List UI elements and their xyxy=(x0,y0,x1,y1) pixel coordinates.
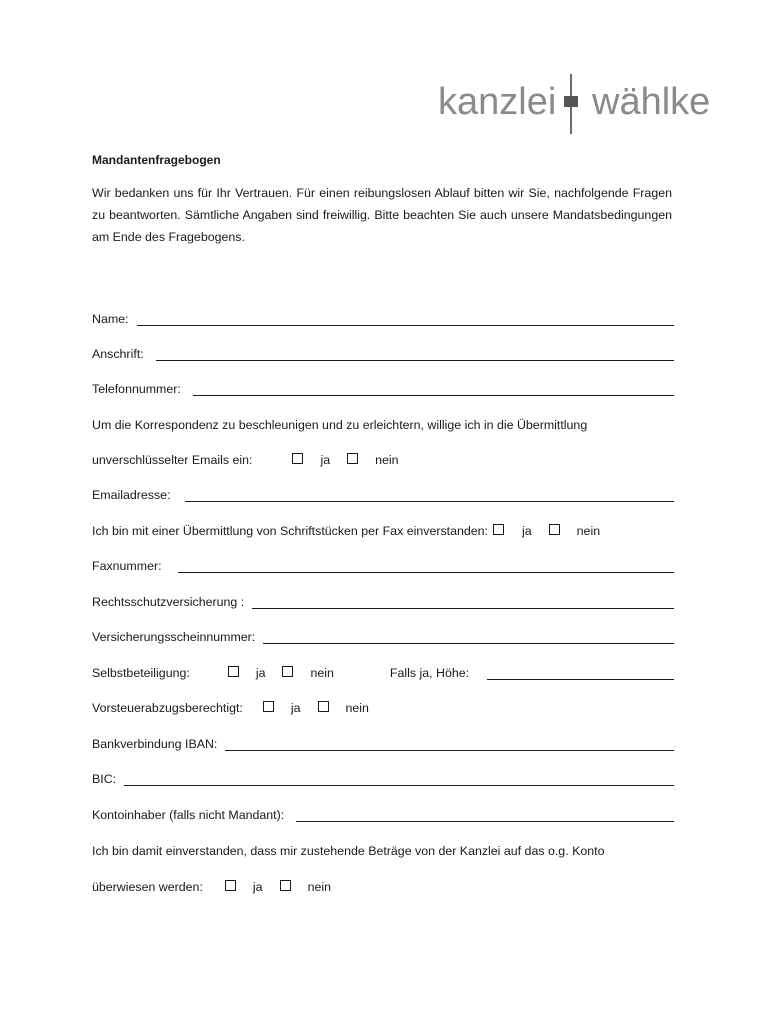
logo-text-right: wählke xyxy=(592,81,711,123)
email-consent-no-label: nein xyxy=(375,453,399,467)
deductible-row xyxy=(92,660,674,680)
fax-consent-label: Ich bin mit einer Übermittlung von Schriftstücken per Fax einverstanden: xyxy=(92,524,488,538)
transfer-consent-no-checkbox[interactable] xyxy=(280,880,291,891)
input-tax-label: Vorsteuerabzugsberechtigt: xyxy=(92,701,243,715)
policy-number-label: Versicherungsscheinnummer: xyxy=(92,630,256,644)
policy-number-field[interactable] xyxy=(263,629,674,644)
deductible-no-checkbox[interactable] xyxy=(282,666,293,677)
fax-consent-no-label: nein xyxy=(576,524,601,538)
email-consent-line1 xyxy=(92,412,674,432)
fax-number-label: Faxnummer: xyxy=(92,559,162,573)
email-label: Emailadresse: xyxy=(92,488,171,502)
input-tax-yes-label: ja xyxy=(290,701,301,715)
name-row xyxy=(92,306,674,326)
deductible-yes-label: ja xyxy=(255,666,266,680)
fax-consent-no-checkbox[interactable] xyxy=(549,524,560,535)
policy-number-row xyxy=(92,624,674,644)
bic-label: BIC: xyxy=(92,772,117,786)
address-label: Anschrift: xyxy=(92,347,144,361)
phone-row xyxy=(92,376,674,396)
transfer-consent-line1 xyxy=(92,838,674,858)
fax-consent-yes-checkbox[interactable] xyxy=(493,524,504,535)
phone-label: Telefonnummer: xyxy=(92,382,181,396)
fax-consent-yes-label: ja xyxy=(522,524,532,538)
bic-field[interactable] xyxy=(124,771,674,786)
deductible-amount-field[interactable] xyxy=(487,665,674,680)
account-holder-row xyxy=(92,802,674,822)
phone-field[interactable] xyxy=(193,381,674,396)
intro-paragraph: Wir bedanken uns für Ihr Vertrauen. Für einen reibungslosen Ablauf bitten wir Sie, nachfolgende Fragen zu beantworten. Sämtliche Angaben sind freiwillig. Bitte beachten Sie auch unsere Mandatsbedingungen am Ende des Fragebogens. xyxy=(92,186,672,244)
email-consent-yes-checkbox[interactable] xyxy=(292,453,303,464)
deductible-amount-label: Falls ja, Höhe: xyxy=(389,666,470,680)
transfer-consent-text-2: überwiesen werden: xyxy=(92,880,203,894)
email-consent-no-checkbox[interactable] xyxy=(347,453,358,464)
iban-row xyxy=(92,731,674,751)
transfer-consent-no-label: nein xyxy=(307,880,331,894)
transfer-consent-text: Ich bin damit einverstanden, dass mir zustehende Beträge von der Kanzlei auf das o.g. Konto xyxy=(92,844,605,858)
logo-square xyxy=(564,96,578,107)
email-row xyxy=(92,482,674,502)
account-holder-field[interactable] xyxy=(296,807,674,822)
logo-text-left: kanzlei xyxy=(438,81,557,123)
name-label: Name: xyxy=(92,312,129,326)
deductible-yes-checkbox[interactable] xyxy=(228,666,239,677)
input-tax-no-label: nein xyxy=(345,701,369,715)
input-tax-no-checkbox[interactable] xyxy=(318,701,329,712)
iban-field[interactable] xyxy=(225,736,674,751)
email-consent-text: Um die Korrespondenz zu beschleunigen und zu erleichtern, willige ich in die Übermittlung xyxy=(92,418,588,432)
iban-label: Bankverbindung IBAN: xyxy=(92,737,218,751)
input-tax-row xyxy=(92,695,674,715)
kanzlei-logo xyxy=(438,74,713,138)
account-holder-label: Kontoinhaber (falls nicht Mandant): xyxy=(92,808,285,822)
deductible-no-label: nein xyxy=(310,666,334,680)
document-title: Mandantenfragebogen xyxy=(92,153,221,167)
fax-number-row xyxy=(92,553,674,573)
fax-number-field[interactable] xyxy=(178,558,674,573)
email-consent-yes-label: ja xyxy=(320,453,331,467)
legal-insurance-field[interactable] xyxy=(252,594,674,609)
input-tax-yes-checkbox[interactable] xyxy=(263,701,274,712)
transfer-consent-yes-checkbox[interactable] xyxy=(225,880,236,891)
name-field[interactable] xyxy=(137,311,675,326)
email-consent-text-2: unverschlüsselter Emails ein: xyxy=(92,453,253,467)
transfer-consent-row xyxy=(92,874,674,894)
address-row xyxy=(92,341,674,361)
email-consent-row xyxy=(92,447,674,467)
bic-row xyxy=(92,766,674,786)
legal-insurance-row xyxy=(92,589,674,609)
deductible-label: Selbstbeteiligung: xyxy=(92,666,190,680)
email-field[interactable] xyxy=(185,487,674,502)
address-field[interactable] xyxy=(156,346,674,361)
legal-insurance-label: Rechtsschutzversicherung : xyxy=(92,595,245,609)
transfer-consent-yes-label: ja xyxy=(252,880,263,894)
fax-consent-row xyxy=(92,518,674,538)
